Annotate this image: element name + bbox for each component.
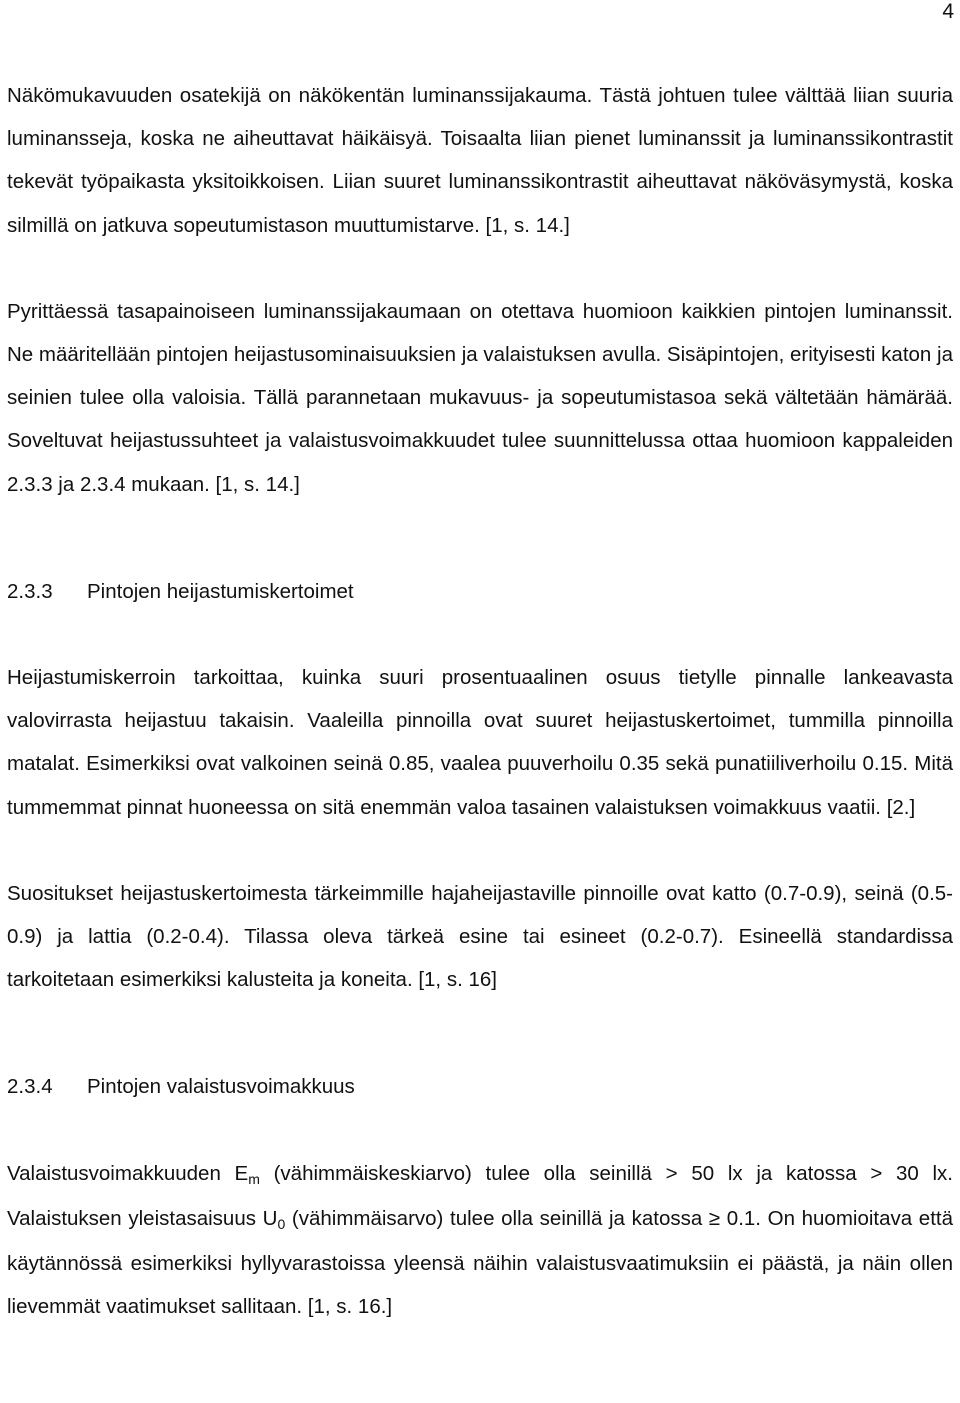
text-run: Valaistusvoimakkuuden E xyxy=(7,1161,249,1185)
text-run: (vähimmäiskeskiarvo) tulee olla seinillä > 50 lx ja katossa > 30 lx. Valaistuksen yleistasaisuus U xyxy=(7,1161,954,1230)
paragraph-reflectance-recommendations: Suositukset heijastuskertoimesta tärkeimmille hajaheijastaville pinnoille ovat katto (0.7-0.9), seinä (0.5-0.9) ja lattia (0.2-0.4). Tilassa oleva tärkeä esine tai esineet (0.2-0.7). Esineellä standardissa tarkoitetaan esimerkiksi kalusteita ja koneita. [1, s. 16] xyxy=(7,881,953,992)
section-number: 2.3.4 xyxy=(7,1075,53,1099)
subscript: 0 xyxy=(277,1215,286,1232)
subscript: m xyxy=(248,1170,260,1187)
paragraph-luminance-distribution: Näkömukavuuden osatekijä on näkökentän luminanssijakauma. Tästä johtuen tulee välttää liian suuria luminansseja, koska ne aiheuttavat häikäisyä. Toisaalta liian pienet luminanssit ja luminanssikontrastit tekevät työpaikasta yksitoikkoisen. Liian suuret luminanssikontrastit aiheuttavat näköväsymystä, koska silmillä on jatkuva sopeutumistason muuttumistarve. [1, s. 14.] xyxy=(7,84,953,237)
document-body xyxy=(7,74,953,1328)
paragraph-balanced-luminance: Pyrittäessä tasapainoiseen luminanssijakaumaan on otettava huomioon kaikkien pintojen luminanssit. Ne määritellään pintojen heijastusominaisuuksien ja valaistuksen avulla. Sisäpintojen, erityisesti katon ja seinien tulee olla valoisia. Tällä parannetaan mukavuus- ja sopeutumistasoa sekä vältetään hämärää. Soveltuvat heijastussuhteet ja valaistusvoimakkuudet tulee suunnittelussa ottaa huomioon kappaleiden 2.3.3 ja 2.3.4 mukaan. [1, s. 14.] xyxy=(7,299,953,496)
text-run: (vähimmäisarvo) tulee olla seinillä ja katossa ≥ 0.1. On huomioitava että käytännössä esimerkiksi hyllyvarastoissa yleensä näihin valaistusvaatimuksiin ei päästä, ja näin ollen lievemmät vaatimukset sallitaan. [1, s. 16.] xyxy=(7,1206,954,1319)
section-heading-2-3-3 xyxy=(7,570,953,613)
section-number: 2.3.3 xyxy=(7,579,53,603)
paragraph-reflectance-definition: Heijastumiskerroin tarkoittaa, kuinka suuri prosentuaalinen osuus tietylle pinnalle lankeavasta valovirrasta heijastuu takaisin. Vaaleilla pinnoilla ovat suuret heijastuskertoimet, tummilla pinnoilla matalat. Esimerkiksi ovat valkoinen seinä 0.85, vaalea puuverhoilu 0.35 sekä punatiiliverhoilu 0.15. Mitä tummemmat pinnat huoneessa on sitä enemmän valoa tasainen valaistuksen voimakkuus vaatii. [2.] xyxy=(7,666,953,819)
section-title: Pintojen valaistusvoimakkuus xyxy=(87,1075,355,1099)
section-title: Pintojen heijastumiskertoimet xyxy=(87,579,354,603)
page-number: 4 xyxy=(942,0,954,23)
section-heading-2-3-4 xyxy=(7,1065,953,1108)
paragraph-illuminance-requirements xyxy=(7,1152,953,1329)
